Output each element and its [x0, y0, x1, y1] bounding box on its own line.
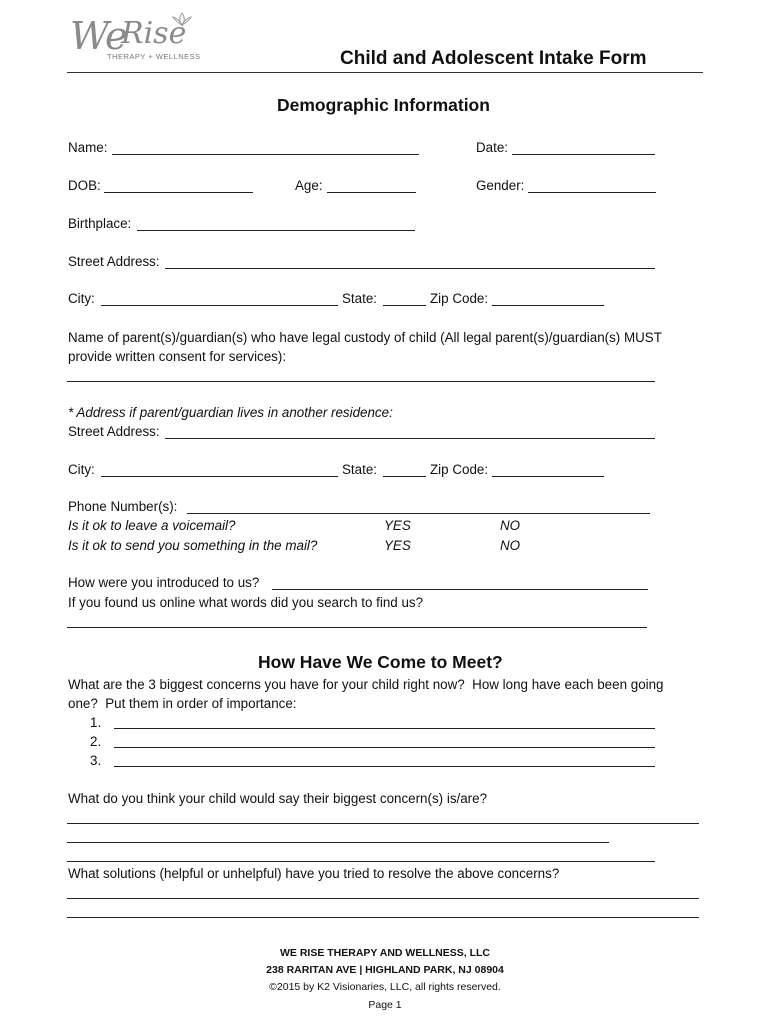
street-label: Street Address: [68, 254, 164, 269]
mail-question: Is it ok to send you something in the mail? [68, 538, 318, 553]
date-label: Date: [476, 140, 512, 155]
city-line [101, 305, 338, 306]
online-question: If you found us online what words did you search to find us? [68, 595, 424, 610]
child-concern-question: What do you think your child would say their biggest concern(s) is/are? [68, 791, 488, 806]
concern-item-number: 1. [90, 715, 102, 730]
gender-label: Gender: [476, 178, 529, 193]
concern-item-number: 2. [90, 734, 102, 749]
guardian-text-1: Name of parent(s)/guardian(s) who have legal custody of child (All legal parent(s)/guardian(s) MUST [68, 330, 662, 345]
solutions-line-2 [67, 917, 699, 918]
gender-line [528, 192, 656, 193]
footer-copyright: ©2015 by K2 Visionaries, LLC, all rights reserved. [269, 981, 501, 993]
street-label-2: Street Address: [68, 424, 164, 439]
concerns-text-2: one? Put them in order of importance: [68, 696, 297, 711]
zip-label-2: Zip Code: [430, 462, 492, 477]
voicemail-question: Is it ok to leave a voicemail? [68, 518, 236, 533]
state-line-2 [383, 476, 426, 477]
introduced-line [272, 589, 648, 590]
name-line [112, 154, 419, 155]
lotus-icon [170, 12, 194, 26]
guardian-text-2: provide written consent for services): [68, 349, 287, 364]
street-line [165, 268, 655, 269]
guardian-line [67, 381, 655, 382]
demographic-heading: Demographic Information [277, 95, 490, 115]
logo-we-text: We [70, 14, 127, 58]
meet-heading: How Have We Come to Meet? [258, 652, 503, 672]
solutions-question: What solutions (helpful or unhelpful) have you tried to resolve the above concerns? [68, 866, 560, 881]
concerns-text-1: What are the 3 biggest concerns you have for your child right now? How long have each been going [68, 677, 664, 692]
name-label: Name: [68, 140, 112, 155]
birthplace-label: Birthplace: [68, 216, 135, 231]
city-label-2: City: [68, 462, 99, 477]
state-label: State: [342, 291, 381, 306]
dob-label: DOB: [68, 178, 105, 193]
concern-item-number: 3. [90, 753, 102, 768]
voicemail-no: NO [500, 518, 521, 533]
concern-line-3 [114, 766, 655, 767]
child-concern-line-2 [67, 842, 609, 843]
mail-no: NO [500, 538, 521, 553]
child-concern-line-1 [67, 823, 699, 824]
footer-company: WE RISE THERAPY AND WELLNESS, LLC [279, 947, 490, 959]
zip-line-2 [492, 476, 604, 477]
concern-line-1 [114, 728, 655, 729]
age-label: Age: [295, 178, 327, 193]
phone-line [187, 513, 650, 514]
phone-label: Phone Number(s): [68, 499, 182, 514]
title-divider [67, 72, 703, 73]
street-line-2 [165, 438, 655, 439]
state-line [383, 305, 426, 306]
state-label-2: State: [342, 462, 381, 477]
logo-rise-text: Rise [121, 16, 187, 51]
dob-line [104, 192, 253, 193]
concern-line-2 [114, 747, 655, 748]
mail-yes: YES [384, 538, 411, 553]
solutions-line-1 [67, 898, 699, 899]
child-concern-line-3 [67, 861, 655, 862]
date-line [512, 154, 655, 155]
page-number: Page 1 [368, 999, 402, 1011]
logo-tagline: THERAPY + WELLNESS [107, 52, 201, 61]
zip-label: Zip Code: [430, 291, 492, 306]
page-title: Child and Adolescent Intake Form [340, 48, 647, 69]
birthplace-line [137, 230, 415, 231]
age-line [327, 192, 416, 193]
voicemail-yes: YES [384, 518, 411, 533]
city-line-2 [101, 476, 338, 477]
city-label: City: [68, 291, 99, 306]
online-line [67, 627, 647, 628]
alt-address-note: * Address if parent/guardian lives in another residence: [68, 405, 393, 420]
footer-address: 238 RARITAN AVE | HIGHLAND PARK, NJ 08904 [266, 964, 504, 976]
zip-line [492, 305, 604, 306]
introduced-question: How were you introduced to us? [68, 575, 264, 590]
